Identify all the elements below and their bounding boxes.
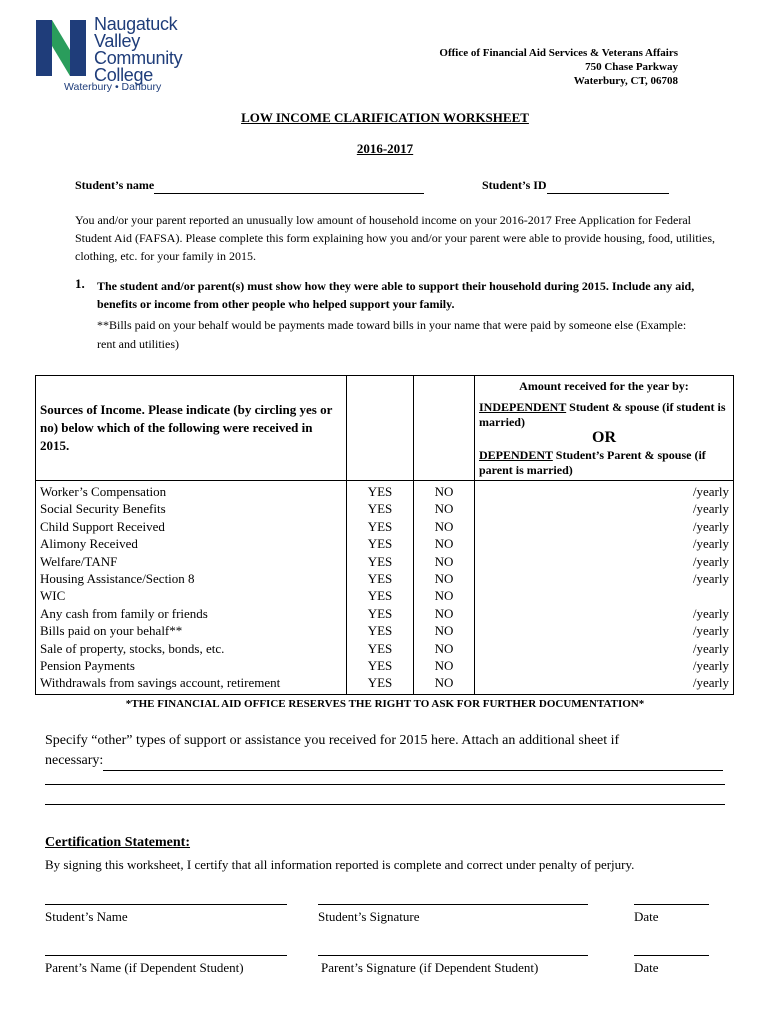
amount-yearly-field[interactable]: /yearly	[692, 570, 729, 586]
amount-yearly-field[interactable]: /yearly	[692, 675, 729, 691]
amount-yearly-field[interactable]: /yearly	[692, 605, 729, 621]
income-source-label: WIC	[40, 588, 66, 604]
other-support-line2: necessary:	[45, 751, 723, 771]
amount-yearly-field[interactable]: /yearly	[692, 518, 729, 534]
yes-option[interactable]: YES	[367, 658, 393, 674]
no-option[interactable]: NO	[434, 536, 454, 552]
college-campuses: Waterbury • Danbury	[64, 81, 162, 93]
yes-option[interactable]: YES	[367, 675, 393, 691]
table-header-row	[36, 376, 734, 481]
income-source-label: Withdrawals from savings account, retirement	[40, 675, 281, 691]
student-name-field	[75, 176, 424, 194]
amount-yearly-field[interactable]: /yearly	[692, 484, 729, 499]
no-option[interactable]: NO	[434, 588, 454, 604]
academic-year: 2016-2017	[356, 141, 414, 156]
item-number: 1.	[75, 276, 85, 291]
other-support-line[interactable]	[45, 804, 725, 805]
amount-yearly-field[interactable]: /yearly	[692, 536, 729, 552]
yes-option[interactable]: YES	[367, 571, 393, 587]
income-source-label: Alimony Received	[40, 536, 138, 552]
yes-option[interactable]: YES	[367, 536, 393, 552]
amount-yearly-field[interactable]: /yearly	[692, 623, 729, 639]
yes-option[interactable]: YES	[367, 640, 393, 656]
sources-header-cell	[36, 376, 347, 481]
yes-option[interactable]: YES	[367, 518, 393, 534]
yes-option[interactable]: YES	[367, 484, 393, 499]
intro-paragraph: You and/or your parent reported an unusually low amount of household income on your 2016-2017 Free Application for Federal Student Aid (FAFSA). Please complete this form explaining how you and/or your parent were able to provide housing, food, utilities, clothing, etc. for your family in 2015.	[75, 213, 716, 263]
income-source-label: Bills paid on your behalf**	[40, 623, 183, 639]
yes-option[interactable]: YES	[367, 501, 393, 517]
no-option[interactable]: NO	[434, 571, 454, 587]
other-support-prompt: Specify “other” types of support or assistance you received for 2015 here. Attach an additional sheet if necessary:	[45, 731, 723, 771]
income-source-label: Worker’s Compensation	[40, 484, 167, 499]
amount-yearly-field[interactable]: /yearly	[692, 640, 729, 656]
student-id-input[interactable]	[547, 180, 669, 194]
income-source-label: Child Support Received	[40, 518, 165, 534]
parent-name-line[interactable]	[45, 955, 287, 956]
page-title: LOW INCOME CLARIFICATION WORKSHEET	[241, 110, 529, 125]
date-line[interactable]	[634, 904, 709, 905]
certification-heading: Certification Statement:	[45, 835, 191, 850]
or-label: OR	[592, 429, 616, 446]
student-name-line[interactable]	[45, 904, 287, 905]
no-option[interactable]: NO	[434, 553, 454, 569]
amount-yearly-field[interactable]: /yearly	[692, 553, 729, 569]
date-line[interactable]	[634, 955, 709, 956]
student-id-label: Student’s ID	[482, 178, 547, 192]
student-signature-line[interactable]	[318, 904, 588, 905]
income-source-label: Pension Payments	[40, 658, 135, 674]
other-support-input[interactable]	[103, 755, 723, 771]
yes-option[interactable]: YES	[367, 623, 393, 639]
amount-yearly-field[interactable]: /yearly	[692, 657, 729, 673]
date-caption: Date	[634, 960, 659, 975]
amount-header-cell	[475, 376, 734, 481]
amount-column	[475, 481, 734, 695]
yes-column	[347, 481, 414, 695]
income-source-label: Welfare/TANF	[40, 553, 118, 569]
office-address: Office of Financial Aid Services & Veterans Affairs 750 Chase Parkway Waterbury, CT, 06708	[439, 47, 678, 87]
student-name-input[interactable]	[154, 180, 424, 194]
college-logo-mark	[36, 20, 90, 78]
student-id-field	[482, 176, 669, 194]
no-option[interactable]: NO	[434, 501, 454, 517]
yes-header-cell	[347, 376, 414, 481]
income-source-label: Any cash from family or friends	[40, 605, 208, 621]
yes-option[interactable]: YES	[367, 553, 393, 569]
no-option[interactable]: NO	[434, 518, 454, 534]
no-column	[414, 481, 475, 695]
sources-header: Sources of Income. Please indicate (by circling yes or no) below which of the following were received in 2015.	[40, 402, 333, 453]
no-option[interactable]: NO	[434, 605, 454, 621]
no-option[interactable]: NO	[434, 658, 454, 674]
amount-header: Amount received for the year by:	[519, 379, 689, 393]
dependent-text: DEPENDENT Student’s Parent & spouse (if parent is married)	[479, 448, 706, 477]
parent-name-caption: Parent’s Name (if Dependent Student)	[45, 960, 244, 975]
yes-option[interactable]: YES	[367, 588, 393, 604]
no-option[interactable]: NO	[434, 640, 454, 656]
amount-yearly-field[interactable]: /yearly	[692, 501, 729, 517]
other-support-line[interactable]	[45, 784, 725, 785]
student-name-label: Student’s name	[75, 178, 155, 192]
reserve-note: *THE FINANCIAL AID OFFICE RESERVES THE RIGHT TO ASK FOR FURTHER DOCUMENTATION*	[125, 698, 645, 710]
no-option[interactable]: NO	[434, 675, 454, 691]
table-body-row	[36, 481, 734, 695]
certification-text: By signing this worksheet, I certify that all information reported is complete and correct under penalty of perjury.	[45, 857, 635, 872]
parent-signature-caption: Parent’s Signature (if Dependent Student)	[321, 960, 539, 975]
independent-text: INDEPENDENT Student & spouse (if student is married)	[479, 400, 726, 429]
income-source-label: Sale of property, stocks, bonds, etc.	[40, 640, 225, 656]
no-option[interactable]: NO	[434, 484, 454, 499]
sources-column	[36, 481, 347, 695]
college-name: Naugatuck Valley Community College	[94, 14, 183, 85]
no-header-cell	[414, 376, 475, 481]
yes-option[interactable]: YES	[367, 605, 393, 621]
income-source-label: Housing Assistance/Section 8	[40, 571, 195, 587]
income-source-label: Social Security Benefits	[40, 501, 166, 517]
date-caption: Date	[634, 909, 659, 924]
item-instructions: The student and/or parent(s) must show how they were able to support their household during 2015. Include any aid, benefits or income from other people who helped support your family.	[97, 279, 695, 311]
no-option[interactable]: NO	[434, 623, 454, 639]
student-name-caption: Student’s Name	[45, 909, 128, 924]
income-sources-table	[35, 375, 734, 695]
student-signature-caption: Student’s Signature	[318, 909, 420, 924]
amount-yearly-field[interactable]	[479, 587, 729, 604]
bills-note: **Bills paid on your behalf would be payments made toward bills in your name that were paid by someone else (Example: rent and utilities)	[97, 318, 687, 351]
parent-signature-line[interactable]	[318, 955, 588, 956]
